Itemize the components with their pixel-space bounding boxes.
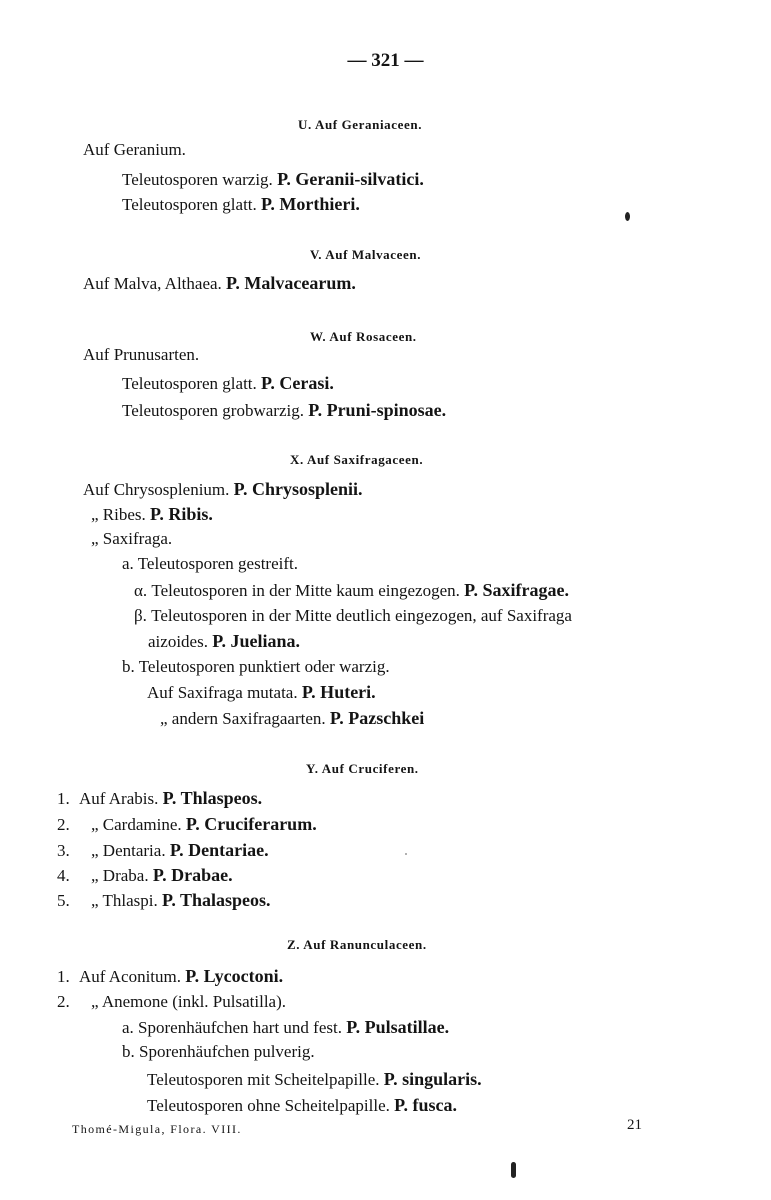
section-heading-u: U. Auf Geraniaceen. — [298, 117, 423, 132]
key-line: b. Sporenhäufchen pulverig. — [122, 1042, 315, 1061]
key-text: Auf Malva, Althaea. — [83, 274, 222, 293]
item-number: 2. — [57, 815, 70, 834]
key-text: Auf Arabis. — [79, 789, 159, 808]
key-line — [134, 579, 569, 602]
key-line — [122, 1016, 449, 1039]
species-name: P. Cerasi. — [261, 373, 334, 393]
scan-speck — [405, 853, 407, 855]
section-heading-w: W. Auf Rosaceen. — [310, 329, 417, 344]
key-text: Auf Chrysosplenium. — [83, 480, 230, 499]
numbered-item — [57, 787, 262, 810]
species-name: P. fusca. — [394, 1095, 457, 1115]
host-line: Auf Geranium. — [83, 140, 186, 159]
key-text: Teleutosporen glatt. — [122, 195, 257, 214]
key-line — [148, 630, 300, 653]
key-text: Auf Saxifraga mutata. — [147, 683, 298, 702]
page-number: — 321 — — [347, 50, 424, 71]
species-name: P. Pruni-spinosae. — [308, 400, 447, 420]
key-line — [160, 707, 424, 730]
key-line — [91, 503, 213, 526]
key-line: b. Teleutosporen punktiert oder warzig. — [122, 657, 390, 676]
key-text: „ Ribes. — [91, 505, 146, 524]
key-text: a. Sporenhäufchen hart und fest. — [122, 1018, 342, 1037]
footer-signature: Thomé-Migula, Flora. VIII. — [72, 1122, 242, 1136]
key-line: a. Teleutosporen gestreift. — [122, 554, 298, 573]
key-text: „ Draba. — [91, 866, 149, 885]
key-text: Teleutosporen grobwarzig. — [122, 401, 304, 420]
key-text: „ Dentaria. — [91, 841, 166, 860]
key-text: „ andern Saxifragaarten. — [160, 709, 326, 728]
numbered-item — [57, 839, 269, 862]
numbered-item — [57, 991, 286, 1013]
key-line — [83, 272, 356, 295]
species-name: P. Dentariae. — [169, 840, 269, 860]
key-line — [122, 168, 424, 191]
scan-speck — [625, 212, 630, 221]
species-name: P. Pulsatillae. — [346, 1017, 450, 1037]
species-name: P. Jueliana. — [212, 631, 301, 651]
key-text: Teleutosporen glatt. — [122, 374, 257, 393]
key-text: Teleutosporen warzig. — [122, 170, 273, 189]
species-name: P. Chrysosplenii. — [233, 479, 363, 499]
key-text: Teleutosporen mit Scheitelpapille. — [147, 1070, 380, 1089]
key-line — [122, 399, 446, 422]
species-name: P. Thalaspeos. — [161, 890, 271, 910]
host-line: „ Saxifraga. — [91, 529, 173, 548]
species-name: P. Huteri. — [301, 682, 376, 702]
key-line — [83, 478, 363, 501]
key-line — [147, 1094, 457, 1117]
species-name: P. Geranii-silvatici. — [277, 169, 424, 189]
item-number: 3. — [57, 841, 70, 860]
host-line: Auf Prunusarten. — [83, 345, 200, 364]
key-text: „ Thlaspi. — [91, 891, 158, 910]
key-line — [122, 193, 360, 216]
numbered-item — [57, 965, 283, 988]
key-text: α. Teleutosporen in der Mitte kaum eingezogen. — [134, 581, 460, 600]
species-name: P. Lycoctoni. — [185, 966, 284, 986]
species-name: P. Ribis. — [150, 504, 213, 524]
scan-speck — [511, 1162, 516, 1178]
item-number: 1. — [57, 967, 70, 986]
key-text: „ Anemone (inkl. Pulsatilla). — [91, 992, 286, 1011]
key-line — [147, 681, 376, 704]
key-line — [122, 372, 334, 395]
item-number: 1. — [57, 789, 70, 808]
section-heading-z: Z. Auf Ranunculaceen. — [287, 937, 427, 952]
item-number: 5. — [57, 891, 70, 910]
species-name: P. Cruciferarum. — [185, 814, 317, 834]
key-text: Auf Aconitum. — [79, 967, 181, 986]
species-name: P. Malvacearum. — [226, 273, 356, 293]
section-heading-x: X. Auf Saxifragaceen. — [290, 452, 424, 467]
key-line — [147, 1068, 482, 1091]
species-name: P. Morthieri. — [261, 194, 360, 214]
species-name: P. Pazschkei — [329, 708, 425, 728]
key-text: Teleutosporen ohne Scheitelpapille. — [147, 1096, 390, 1115]
section-heading-v: V. Auf Malvaceen. — [310, 247, 422, 262]
numbered-item — [57, 864, 233, 887]
species-name: P. singularis. — [383, 1069, 482, 1089]
species-name: P. Drabae. — [152, 865, 233, 885]
section-heading-y: Y. Auf Cruciferen. — [306, 761, 419, 776]
key-line: β. Teleutosporen in der Mitte deutlich eingezogen, auf Saxifraga — [134, 606, 572, 625]
footer-sheet-number: 21 — [627, 1117, 642, 1133]
numbered-item — [57, 813, 317, 836]
species-name: P. Thlaspeos. — [162, 788, 263, 808]
item-number: 4. — [57, 866, 70, 885]
numbered-item — [57, 889, 271, 912]
key-text: „ Cardamine. — [91, 815, 182, 834]
species-name: P. Saxifragae. — [464, 580, 569, 600]
item-number: 2. — [57, 992, 70, 1011]
key-text: aizoides. — [148, 632, 208, 651]
